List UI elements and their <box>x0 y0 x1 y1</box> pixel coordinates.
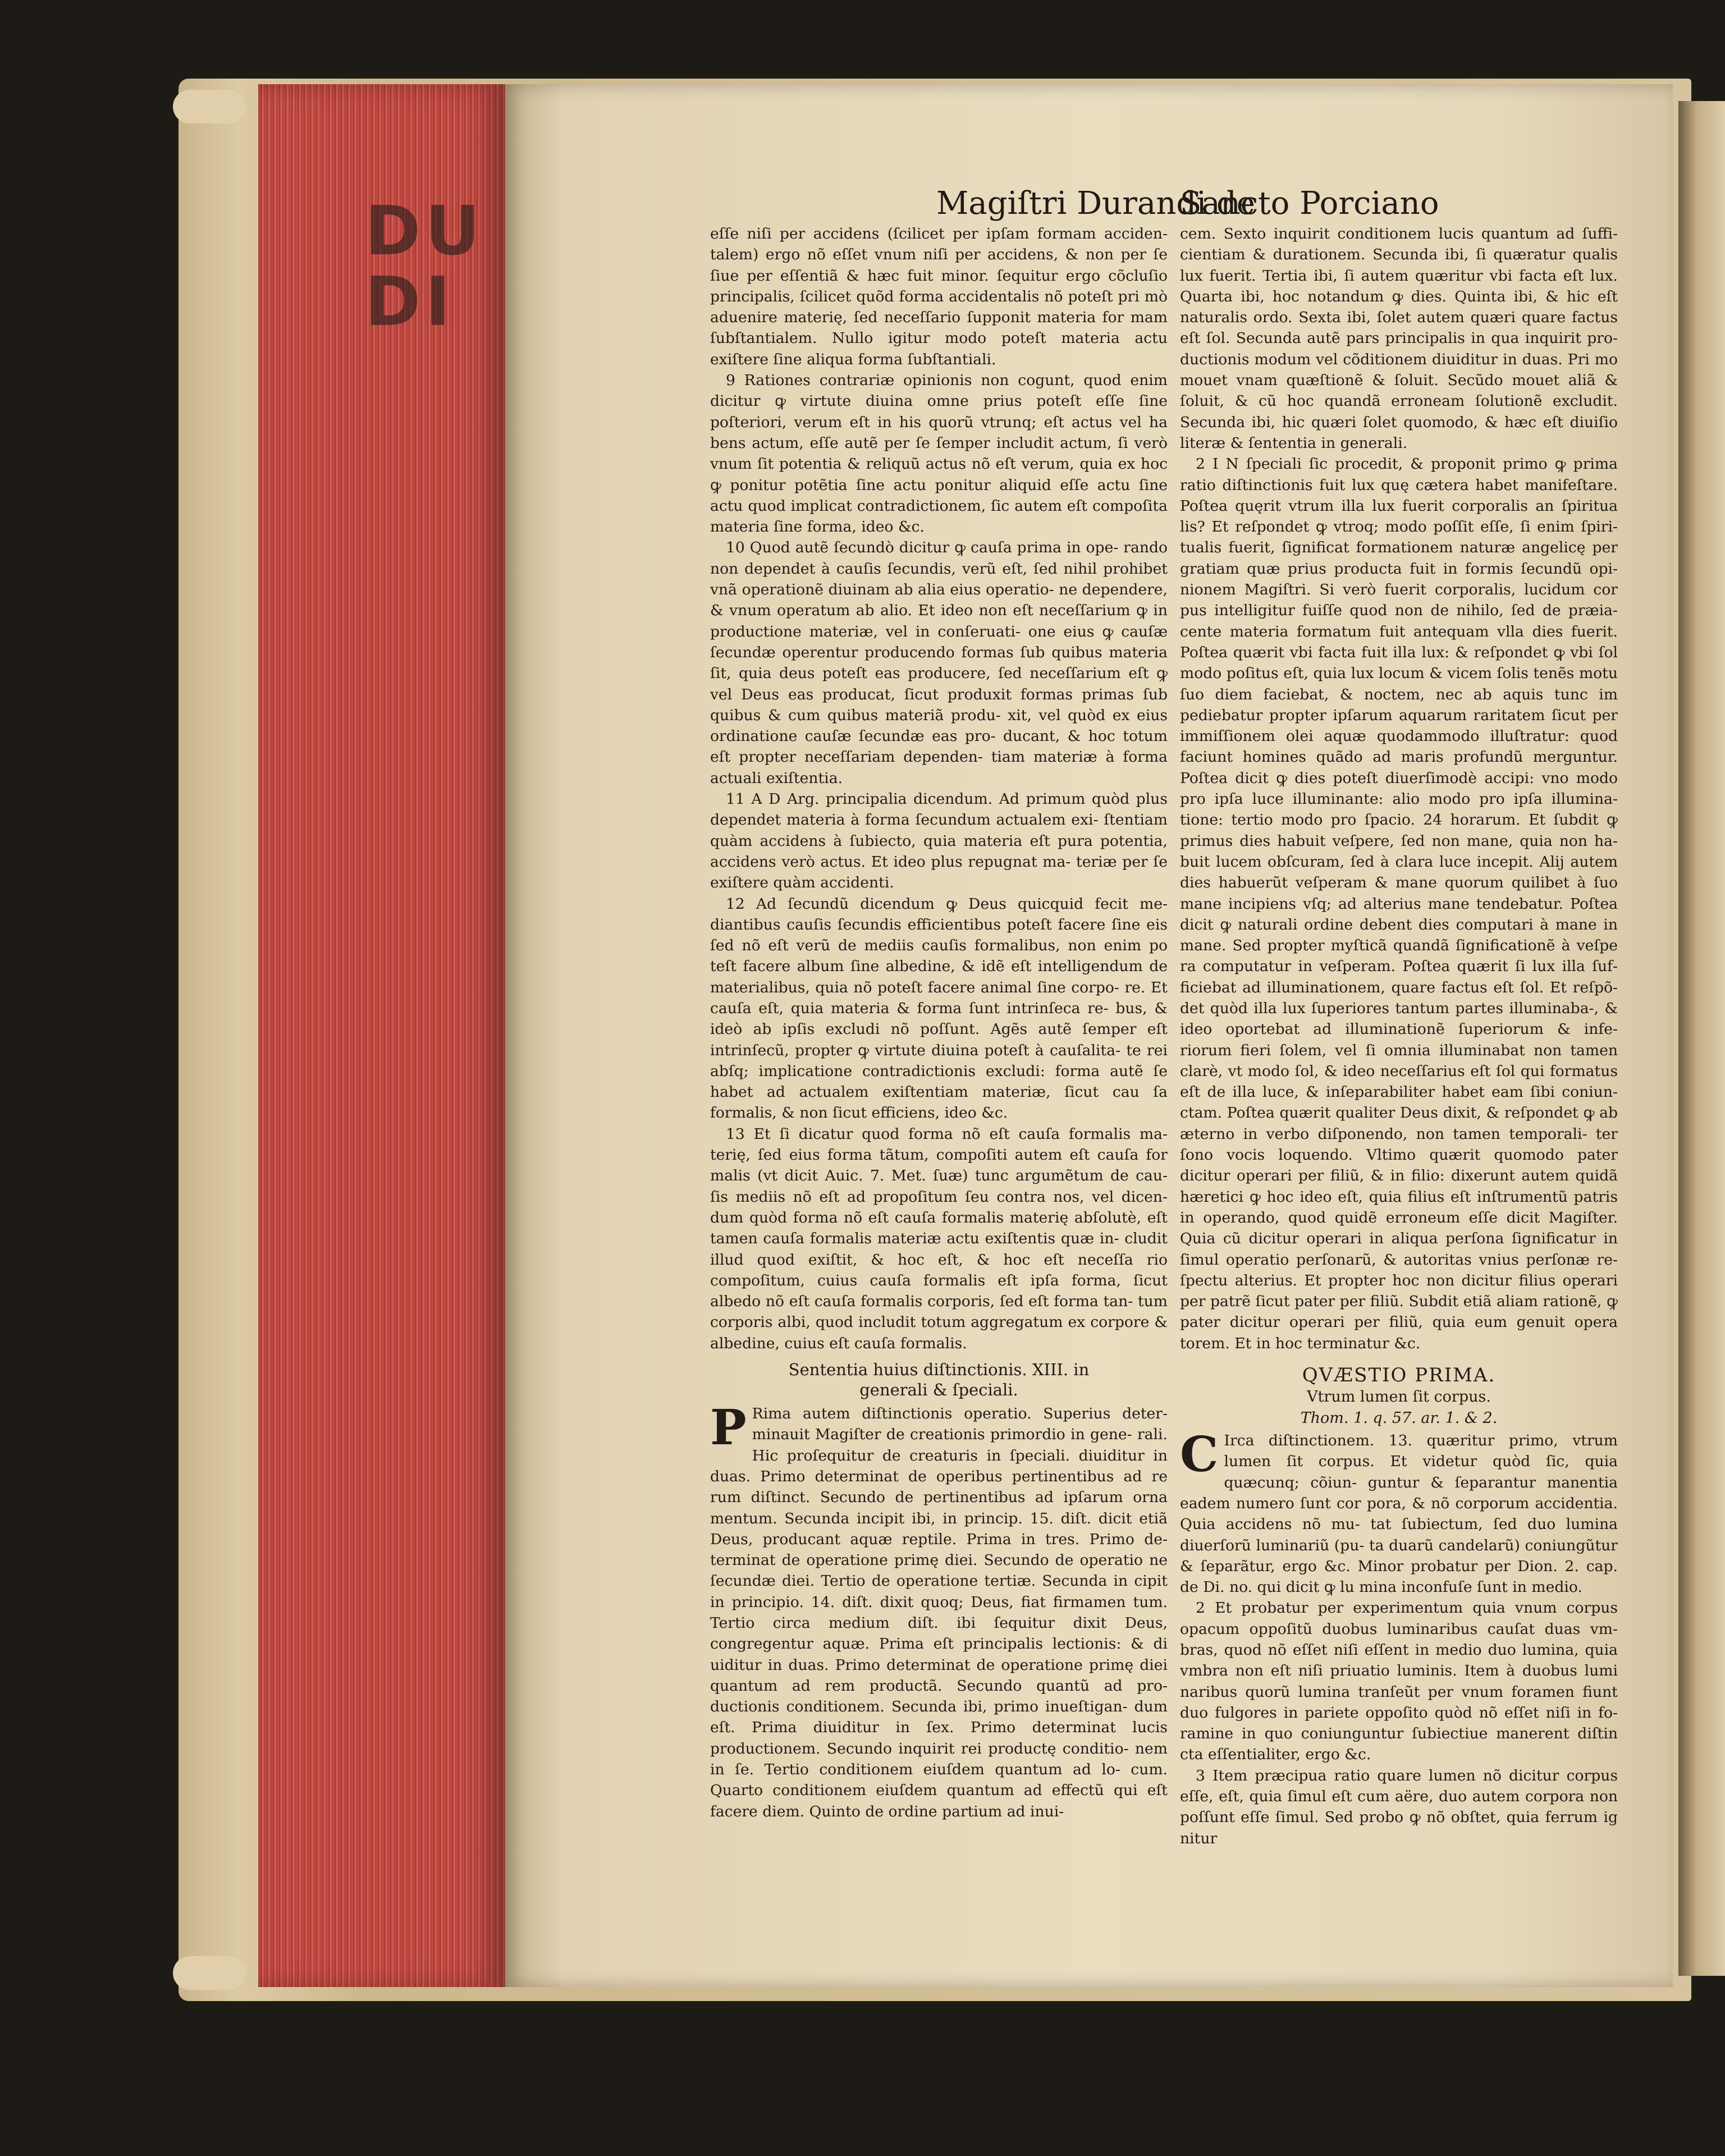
question-text: Irca diſtinctionem. 13. quæritur primo, vtrum lumen ſit corpus. Et videtur quòd ſic, quia quæcunq; cõiun‑ guntur & ſeparantur manentia eadem numero ſunt cor pora, & nõ corporum accidentia. Quia accidens nõ mu‑ tat ſubiectum, ſed duo lumina diuerſorũ luminariũ (pu‑ ta duarũ candelarũ) coniungũtur & ſeparãtur, ergo &c. Minor probatur per Dion. 2. cap. de Di. no. qui dicit ꝙ lu mina inconfuſe ſunt in medio. <box>1180 1432 1618 1596</box>
paragraph: 13 Et ſi dicatur quod forma nõ eſt cauſa formalis ma‑ terię, ſed eius forma tãtum, compoſiti autem eſt cauſa for malis (vt dicit Auic. 7. Met. ſuæ) tunc argumẽtum de cau‑ ſis mediis nõ eſt ad propoſitum ſeu contra nos, vel dicen‑ dum quòd forma nõ eſt cauſa formalis materię abſolutè, eſt tamen cauſa formalis materiæ actu exiſtentis quæ in‑ cludit illud quod exiſtit, & hoc eſt, & hoc eſt neceſſa rio compoſitum, cuius cauſa formalis eſt ipſa forma, ſicut albedo nõ eſt cauſa formalis corporis, ſed eſt forma tan‑ tum corporis albi, quod includit totum aggregatum ex corpore & albedine, cuius eſt cauſa formalis. <box>710 1125 1168 1352</box>
question-paragraph <box>1180 1426 1618 1597</box>
paragraph: 3 Item præcipua ratio quare lumen nõ dicitur corpus eſſe, eſt, quia ſimul eſt cum aëre, duo autem corpora non poſſunt eſſe ſimul. Sed probo ꝙ nõ obſtet, quia ferrum ig nitur <box>1180 1766 1618 1847</box>
paragraph: 10 Quod autẽ ſecundò dicitur ꝙ cauſa prima in ope‑ rando non dependet à cauſis ſecundis, verũ eſt, ſed nihil prohibet vnã operationẽ diuinam ab alia eius operatio‑ ne dependere, & vnum operatum ab alio. Et ideo non eſt neceſſarium ꝙ in productione materiæ, vel in conſeruati‑ one eius ꝙ cauſæ ſecundæ operentur producendo formas ſub quibus materia ſit, quia deus poteſt eas producere, ſed neceſſarium eſt ꝙ vel Deus eas producat, ſicut produxit formas primas ſub quibus & cum quibus materiã produ‑ xit, vel quòd ex eius ordinatione cauſæ ſecundæ eas pro‑ ducant, & hoc totum eſt propter neceſſariam dependen‑ tiam materiæ à forma actuali exiſtentia. <box>710 539 1168 787</box>
section-heading-line-2: generali & ſpeciali. <box>859 1380 1018 1400</box>
facing-page-fold <box>1678 101 1725 1976</box>
paragraph: 2 Et probatur per experimentum quia vnum corpus opacum oppoſitũ duobus luminaribus cauſat duas vm‑ bras, quod nõ eſſet niſi eſſent in medio duo lumina, quia vmbra non eſt niſi priuatio luminis. Item à duobus lumi naribus quorũ lumina tranſeũt per vnum foramen fiunt duo fulgores in pariete oppoſito quòd nõ eſſet niſi in fo‑ ramine in quo coniunguntur ſubiectiue manerent diſtin cta eſſentialiter, ergo &c. <box>1180 1599 1618 1764</box>
binding-tie-bottom <box>173 1956 246 1990</box>
question-title: Vtrum lumen ſit corpus. <box>1307 1388 1491 1406</box>
drop-cap: P <box>710 1399 747 1457</box>
left-column <box>710 223 1168 1822</box>
paragraph: cem. Sexto inquirit conditionem lucis quantum ad ſuffi‑ cientiam & durationem. Secunda ibi, ſi quæratur qualis lux fuerit. Tertia ibi, ſi autem quæritur vbi facta eſt lux. Quarta ibi, hoc notandum ꝙ dies. Quinta ibi, & hic eſt naturalis ordo. Sexta ibi, ſolet autem quæri quare factus eſt ſol. Secunda autẽ pars principalis in qua inquirit pro‑ ductionis modum vel cõditionem diuiditur in duas. Pri mo mouet vnam quæſtionẽ & ſoluit. Secũdo mouet aliã & ſoluit, & cũ hoc quandã erroneam ſolutionẽ excludit. Secunda ibi, hic quæri ſolet quomodo, & hæc eſt diuiſio literæ & ſententia in generali. <box>1180 225 1618 452</box>
page-edges-red <box>258 84 505 1987</box>
section-heading <box>710 1359 1168 1400</box>
paragraph: 11 A D Arg. principalia dicendum. Ad primum quòd plus dependet materia à forma ſecundum actualem exi‑ ſtentiam quàm accidens à ſubiecto, quia materia eſt pura potentia, accidens verò actus. Et ideo plus repugnat ma‑ teriæ per ſe exiſtere quàm accidenti. <box>710 790 1168 892</box>
drop-cap: C <box>1180 1426 1219 1484</box>
spine-stamp: DU DI <box>365 193 485 341</box>
running-head-right: Sancto Porciano <box>1180 185 1439 222</box>
paragraph: 9 Rationes contrariæ opinionis non cogunt, quod enim dicitur ꝙ virtute diuina omne prius poteſt eſſe ſine poſteriori, verum eſt in his quorũ vtrunq; eſt actus vel ha bens actum, eſſe autẽ per ſe ſemper includit actum, ſi verò vnum ſit potentia & reliquũ actus nõ eſt verum, quia ex hoc ꝙ ponitur potẽtia ſine actu ponitur aliquid eſſe actu ſine actu quod implicat contradictionem, ſic autem eſt compoſita materia ſine forma, ideo &c. <box>710 372 1168 536</box>
right-column <box>1180 223 1618 1849</box>
binding-tie-top <box>173 90 246 123</box>
paragraph: 12 Ad ſecundũ dicendum ꝙ Deus quicquid fecit me‑ diantibus cauſis ſecundis efficientibus poteſt facere ſine eis ſed nõ eſt verũ de mediis cauſis formalibus, non enim po teſt facere album ſine albedine, & idẽ eſt intelligendum de materialibus, quia nõ poteſt facere animal ſine corpo‑ re. Et cauſa eſt, quia materia & forma ſunt intrinſeca re‑ bus, & ideò ab ipſis excludi nõ poſſunt. Agẽs autẽ ſemper eſt intrinſecũ, propter ꝙ virtute diuina poteſt à cauſalita‑ te rei abſq; implicatione contradictionis excludi: forma autẽ ſe habet ad actualem exiſtentiam materiæ, ſicut cau ſa formalis, & non ſicut efficiens, ideo &c. <box>710 895 1168 1122</box>
question-heading: QVÆSTIO PRIMA. <box>1302 1364 1496 1387</box>
paragraph: eſſe niſi per accidens (ſcilicet per ipſam formam acciden‑ talem) ergo nõ eſſet vnum niſi per accidens, & non per ſe ſiue per eſſentiã & hæc fuit minor. ſequitur ergo cõcluſio principalis, ſcilicet quõd forma accidentalis nõ poteſt pri mò aduenire materię, ſed neceſſario ſupponit materia for mam ſubſtantialem. Nullo igitur modo poteſt materia actu exiſtere ſine aliqua forma ſubſtantiali. <box>710 225 1168 368</box>
question-reference: Thom. 1. q. 57. ar. 1. & 2. <box>1300 1409 1498 1427</box>
section-heading-line-1: Sententia huius diſtinctionis. XIII. in <box>788 1360 1090 1380</box>
section-paragraph <box>710 1399 1168 1822</box>
section-text: Rima autem diſtinctionis operatio. Superius deter‑ minauit Magiſter de creationis primordio in gene‑ rali. Hic proſequitur de creaturis in ſpeciali. diuiditur in duas. Primo determinat de operibus pertinentibus ad re rum diſtinct. Secundo de pertinentibus ad ipſarum orna mentum. Secunda incipit ibi, in princip. 15. diſt. dicit etiã Deus, producant aquæ reptile. Prima in tres. Primo de‑ terminat de operatione primę diei. Secundo de operatio ne ſecundæ diei. Tertio de operatione tertiæ. Secunda in cipit in principio. 14. diſt. dixit quoq; Deus, fiat firmamen tum. Tertio circa medium diſt. ibi ſequitur dixit Deus, congregentur aquæ. Prima eſt principalis lectionis: & di uiditur in duas. Primo determinat de operatione primę diei quantum ad rem productã. Secundo quantũ ad pro‑ ductionis conditionem. Secunda ibi, primo inueſtigan‑ dum eſt. Prima diuiditur in ſex. Primo determinat lucis productionem. Secundo inquirit rei productę conditio‑ nem in ſe. Tertio conditionem eiuſdem quantum ad lo‑ cum. Quarto conditionem eiuſdem quantum ad effectũ qui eſt facere diem. Quinto de ordine partium ad inui‑ <box>710 1405 1168 1820</box>
running-head-left: Magiſtri Durandi de <box>936 185 1255 222</box>
paragraph: 2 I N ſpeciali ſic procedit, & proponit primo ꝙ prima ratio diſtinctionis fuit lux quę cætera habet manifeſtare. Poſtea quęrit vtrum illa lux fuerit corporalis an ſpiritua lis? Et reſpondet ꝙ vtroq; modo poſſit eſſe, ſi enim ſpiri‑ tualis fuerit, ſignificat formationem naturæ angelicę per gratiam quæ prius producta fuit in formis ſecundũ opi‑ nionem Magiſtri. Si verò fuerit corporalis, lucidum cor pus intelligitur fuiſſe quod non de nihilo, ſed de præia‑ cente materia formatum fuit antequam vlla dies fuerit. Poſtea quærit vbi facta fuit illa lux: & reſpondet ꝙ vbi ſol modo poſitus eſt, quia lux locum & vicem ſolis tenẽs motu ſuo diem faciebat, & noctem, nec ab aquis tunc im pediebatur propter ipſarum aquarum raritatem ſicut per immiſſionem olei aquæ quodammodo illuſtratur: quod faciunt homines quãdo ad maris profundũ merguntur. Poſtea dicit ꝙ dies poteſt diuerſimodè accipi: vno modo pro ipſa luce illuminante: alio modo pro ipſa illumina‑ tione: tertio modo pro ſpacio. 24 horarum. Et ſubdit ꝙ primus dies habuit veſpere, ſed non mane, quia non ha‑ buit lucem obſcuram, ſed à clara luce incepit. Alij autem dies habuerũt veſperam & mane quorum quilibet à ſuo mane incipiens vſq; ad alterius mane tendebatur. Poſtea dicit ꝙ naturali ordine debent dies computari à mane in mane. Sed propter myſticã quandã ſignificationẽ à veſpe ra computatur in veſperam. Poſtea quærit ſi lux illa ſuf‑ ficiebat ad illuminationem, quare factus eſt ſol. Et reſpõ‑ det quòd illa lux ſuperiores tantum partes illuminaba‑, & ideo oportebat ad illuminationẽ ſuperiorum & infe‑ riorum fieri ſolem, vel ſi omnia illuminabat non tamen clarè, vt modo ſol, & ideo neceſſarius eſt ſol qui formatus eſt de illa luce, & inſeparabiliter habet eam ſibi coniun‑ ctam. Poſtea quærit qualiter Deus dixit, & reſpondet ꝙ ab æterno in verbo diſponendo, non tamen temporali‑ ter ſono vocis loquendo. Vltimo quærit quomodo pater dicitur operari per filiũ, & in filio: dixerunt autem quidã hæretici ꝙ hoc ideo eſt, quia filius eſt inſtrumentũ patris in operando, quod quidẽ erroneum eſſe dicit Magiſter. Quia cũ dicitur operari in aliqua perſona ſignificatur in ſimul operatio perſonarũ, & autoritas vnius perſonæ re‑ ſpectu alterius. Et propter hoc non dicitur filius operari per patrẽ ſicut pater per filiũ. Subdit etiã aliam rationẽ, ꝙ pater dicitur operari per filiũ, quia eum genuit opera torem. Et in hoc terminatur &c. <box>1180 455 1618 1352</box>
